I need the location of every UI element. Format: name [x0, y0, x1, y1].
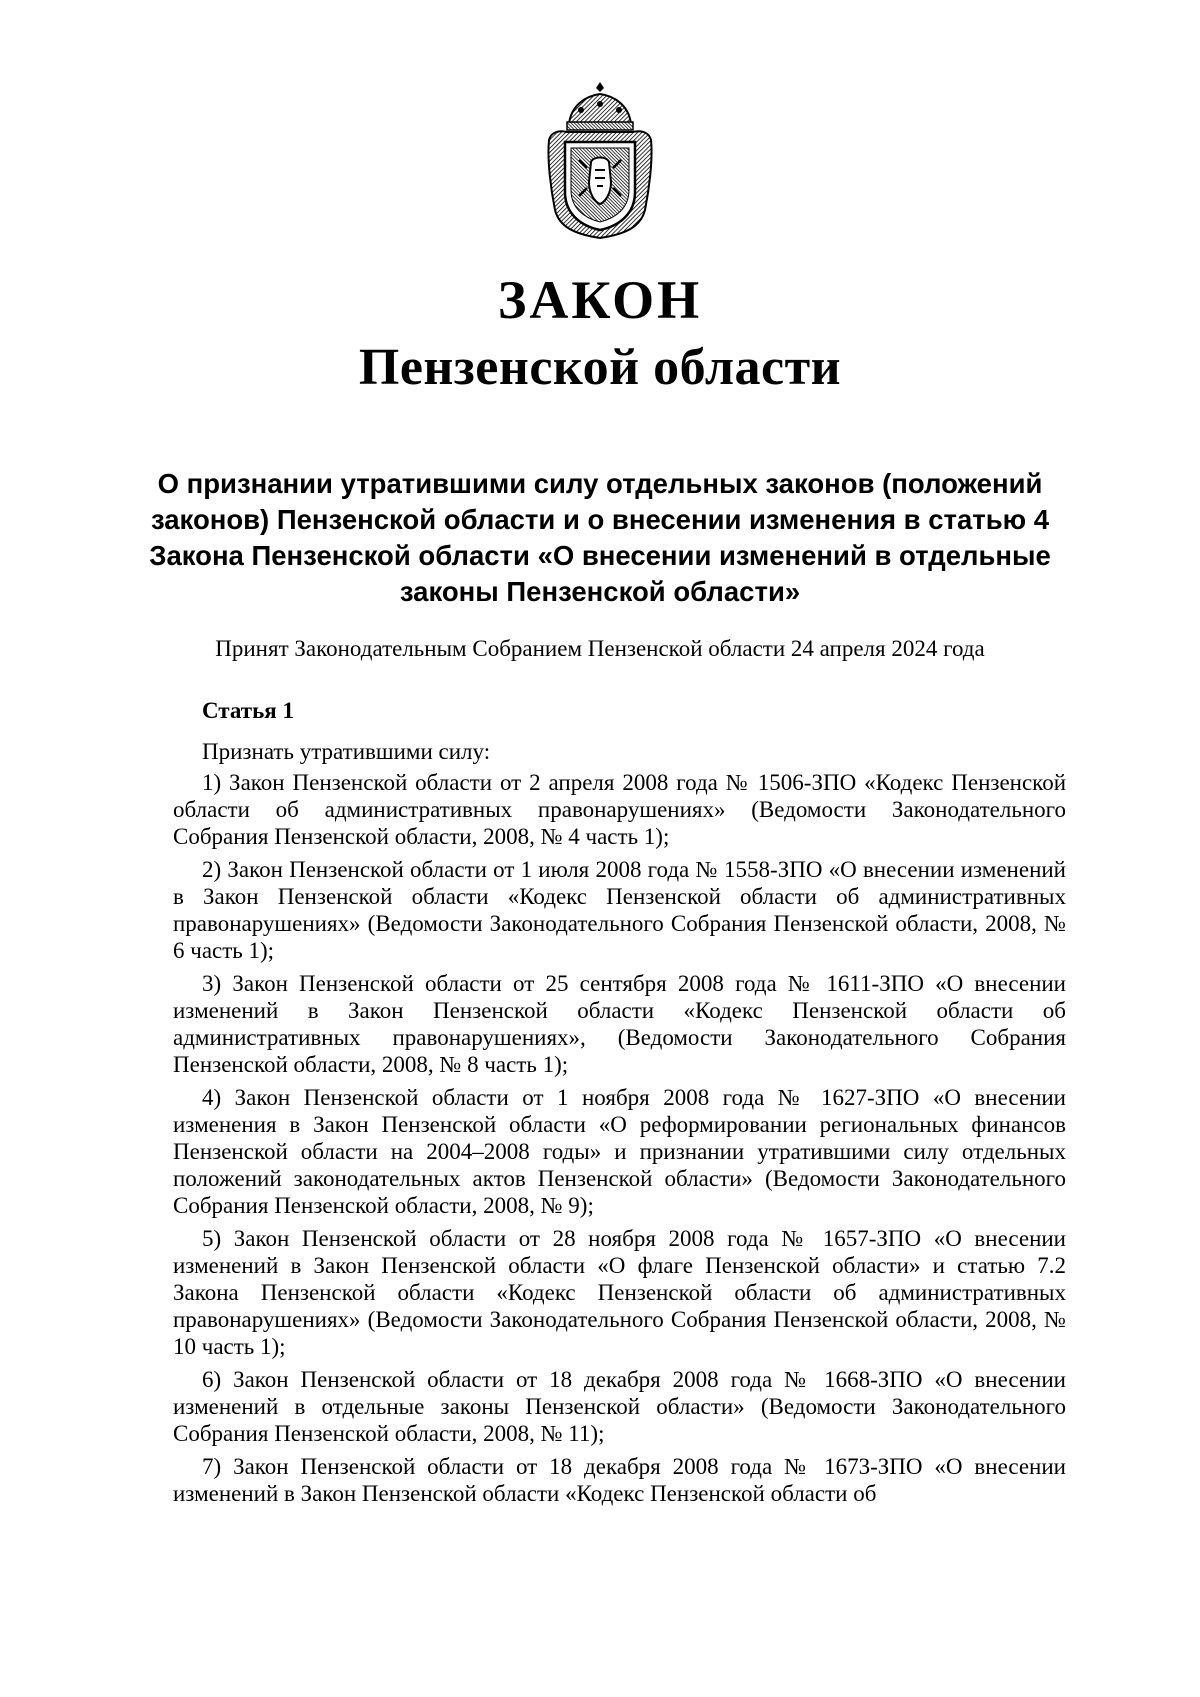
- list-item: 5) Закон Пензенской области от 28 ноября 2008 года № 1657-ЗПО «О внесении изменений в Закон Пензенской области «О флаге Пензенской области» и статью 7.2 Закона Пензенской области «Кодекс Пензенской области об административных правонарушениях» (Ведомости Законодательного Собрания Пензенской области, 2008, № 10 часть 1);: [173, 1226, 1066, 1359]
- list-item: 6) Закон Пензенской области от 18 декабря 2008 года № 1668-ЗПО «О внесении изменений в отдельные законы Пензенской области» (Ведомости Законодательного Собрания Пензенской области, 2008, № 11);: [173, 1367, 1066, 1446]
- list-item: 7) Закон Пензенской области от 18 декабря 2008 года № 1673-ЗПО «О внесении изменений в Закон Пензенской области «Кодекс Пензенской области об: [173, 1454, 1066, 1506]
- list-item: 2) Закон Пензенской области от 1 июля 2008 года № 1558-ЗПО «О внесении изменений в Закон Пензенской области «Кодекс Пензенской области об административных правонарушениях» (Ведомости Законодательного Собрания Пензенской области, 2008, № 6 часть 1);: [173, 857, 1066, 963]
- article-intro: Признать утратившими силу:: [202, 739, 491, 764]
- list-item: 3) Закон Пензенской области от 25 сентября 2008 года № 1611-ЗПО «О внесении изменений в Закон Пензенской области «Кодекс Пензенской области об административных правонарушениях», (Ведомости Законодательного Собрания Пензенской области, 2008, № 8 часть 1);: [173, 971, 1066, 1077]
- coat-of-arms-icon: [541, 80, 659, 240]
- list-item: 4) Закон Пензенской области от 1 ноября 2008 года № 1627-ЗПО «О внесении изменения в Закон Пензенской области «О реформировании региональных финансов Пензенской области на 2004–2008 годы» и признании утратившими силу отдельных положений законодательных актов Пензенской области» (Ведомости Законодательного Собрания Пензенской области, 2008, № 9);: [173, 1085, 1066, 1218]
- adoption-statement: Принят Законодательным Собранием Пензенской области 24 апреля 2024 года: [215, 636, 985, 661]
- list-item: 1) Закон Пензенской области от 2 апреля 2008 года № 1506-ЗПО «Кодекс Пензенской области об административных правонарушениях» (Ведомости Законодательного Собрания Пензенской области, 2008, № 4 часть 1);: [173, 770, 1066, 849]
- article-body: [173, 738, 1066, 1513]
- law-title: ЗАКОН: [497, 270, 703, 330]
- law-subject-heading: О признании утратившими силу отдельных законов (положений законов) Пензенской области и о внесении изменения в статью 4 Закона Пензенской области «О внесении изменений в отдельные законы Пензенской области»: [149, 468, 1051, 607]
- region-title: Пензенской области: [358, 339, 842, 396]
- article-heading: Статья 1: [202, 698, 294, 723]
